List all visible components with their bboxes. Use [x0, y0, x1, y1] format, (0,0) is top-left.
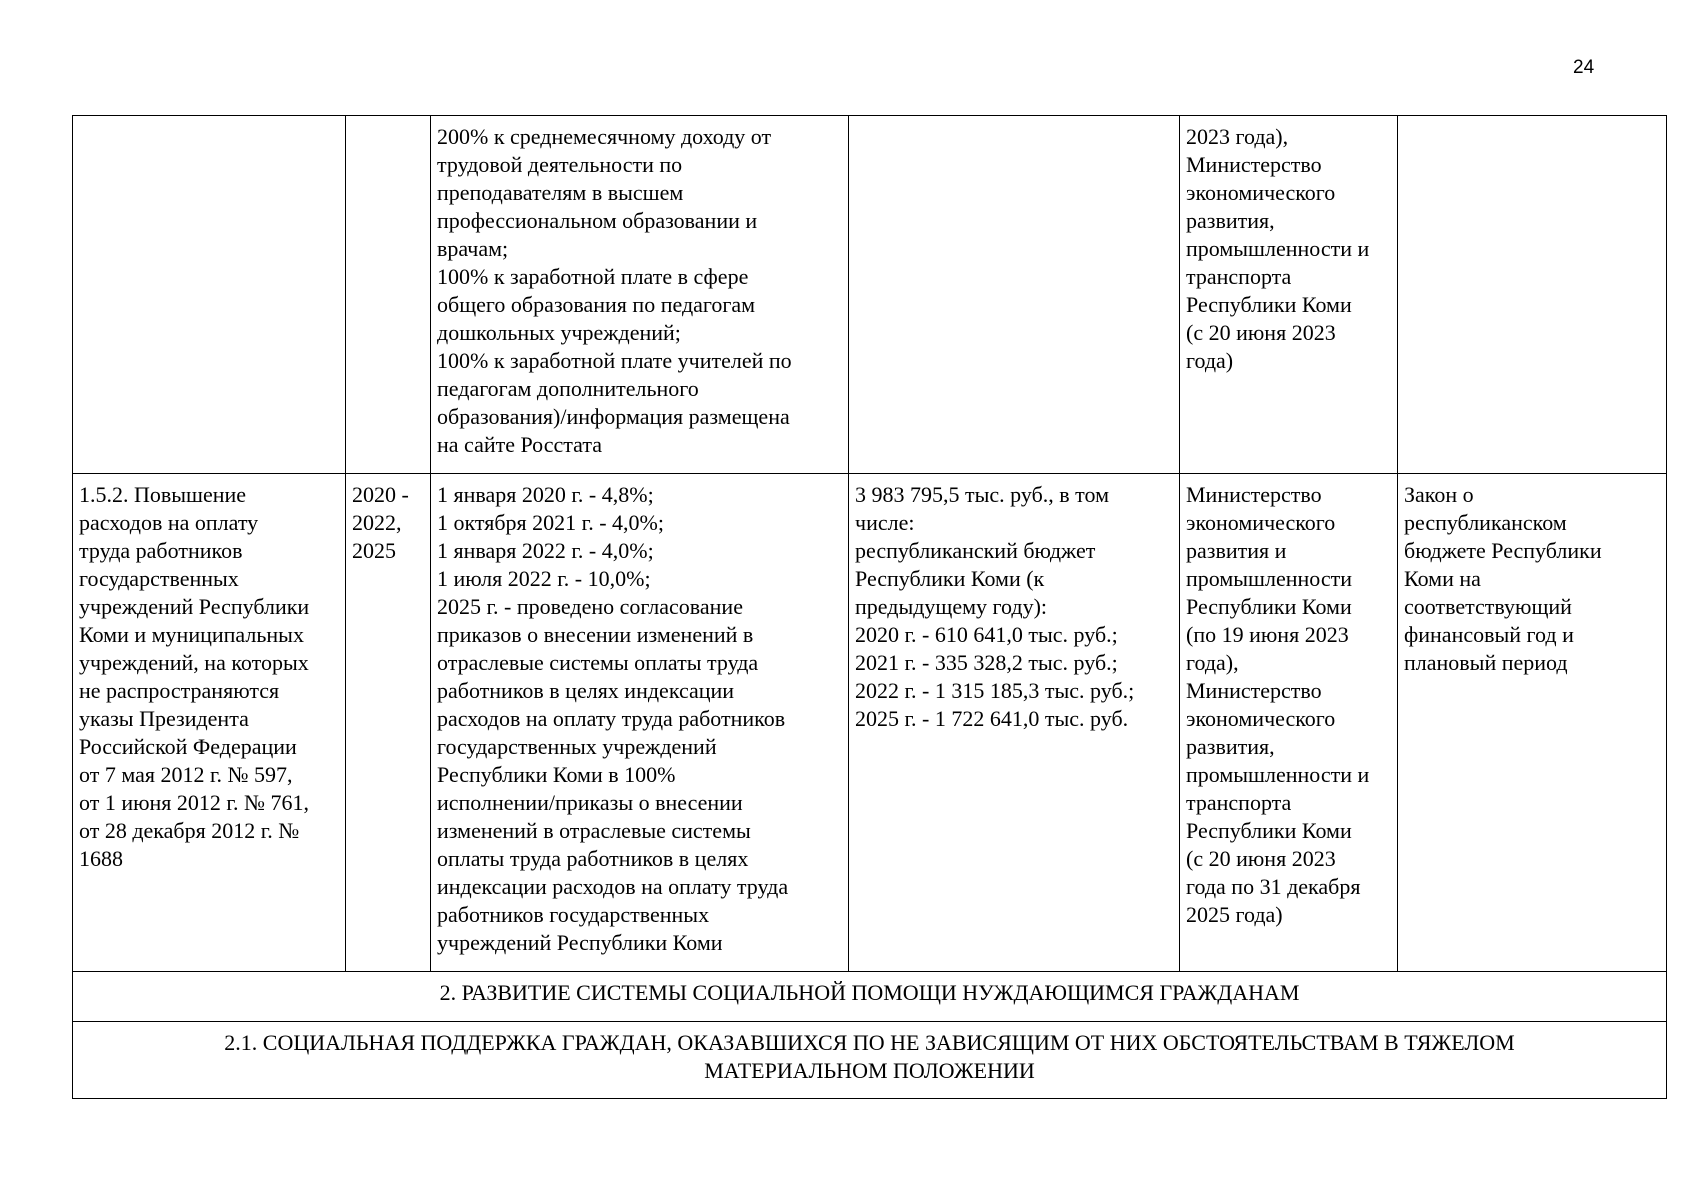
executor-cell: 2023 года), Министерство экономического развития, промышленности и транспорта Республики Коми (с 20 июня 2023 года): [1180, 116, 1398, 474]
section-row: [73, 972, 1667, 1022]
section-row: [73, 1022, 1667, 1099]
page-number: 24: [1573, 57, 1595, 78]
executor-cell: Министерство экономического развития и промышленности Республики Коми (по 19 июня 2023 года), Министерство экономического развития, промышленности и транспорта Республики Коми (с 20 июня 2023 года по 31 декабря 2025 года): [1180, 474, 1398, 972]
financing-cell: 3 983 795,5 тыс. руб., в том числе: республиканский бюджет Республики Коми (к предыдущему году): 2020 г. - 610 641,0 тыс. руб.; 2021 г. - 335 328,2 тыс. руб.; 2022 г. - 1 315 185,3 тыс. руб.; 2025 г. - 1 722 641,0 тыс. руб.: [849, 474, 1180, 972]
document-cell: [1398, 116, 1667, 474]
results-cell: 1 января 2020 г. - 4,8%; 1 октября 2021 г. - 4,0%; 1 января 2022 г. - 4,0%; 1 июля 2022 г. - 10,0%; 2025 г. - проведено согласование приказов о внесении изменений в отраслевые системы оплаты труда работников в целях индексации расходов на оплату труда работников государственных учреждений Республики Коми в 100% исполнении/приказы о внесении изменений в отраслевые системы оплаты труда работников в целях индексации расходов на оплату труда работников государственных учреждений Республики Коми: [431, 474, 849, 972]
measure-cell: [73, 116, 346, 474]
document-cell: Закон о республиканском бюджете Республики Коми на соответствующий финансовый год и плановый период: [1398, 474, 1667, 972]
measure-cell: 1.5.2. Повышение расходов на оплату труда работников государственных учреждений Республики Коми и муниципальных учреждений, на которых не распространяются указы Президента Российской Федерации от 7 мая 2012 г. № 597, от 1 июня 2012 г. № 761, от 28 декабря 2012 г. № 1688: [73, 474, 346, 972]
measures-table: [72, 115, 1667, 1099]
financing-cell: [849, 116, 1180, 474]
table-row: [73, 116, 1667, 474]
section-heading: 2. РАЗВИТИЕ СИСТЕМЫ СОЦИАЛЬНОЙ ПОМОЩИ НУЖДАЮЩИМСЯ ГРАЖДАНАМ: [73, 972, 1667, 1022]
period-cell: [346, 116, 431, 474]
table-row: [73, 474, 1667, 972]
subsection-heading: 2.1. СОЦИАЛЬНАЯ ПОДДЕРЖКА ГРАЖДАН, ОКАЗАВШИХСЯ ПО НЕ ЗАВИСЯЩИМ ОТ НИХ ОБСТОЯТЕЛЬСТВАМ В ТЯЖЕЛОМ МАТЕРИАЛЬНОМ ПОЛОЖЕНИИ: [73, 1022, 1667, 1099]
period-cell: 2020 - 2022, 2025: [346, 474, 431, 972]
results-cell: 200% к среднемесячному доходу от трудовой деятельности по преподавателям в высшем профессиональном образовании и врачам; 100% к заработной плате в сфере общего образования по педагогам дошкольных учреждений; 100% к заработной плате учителей по педагогам дополнительного образования)/информация размещена на сайте Росстата: [431, 116, 849, 474]
